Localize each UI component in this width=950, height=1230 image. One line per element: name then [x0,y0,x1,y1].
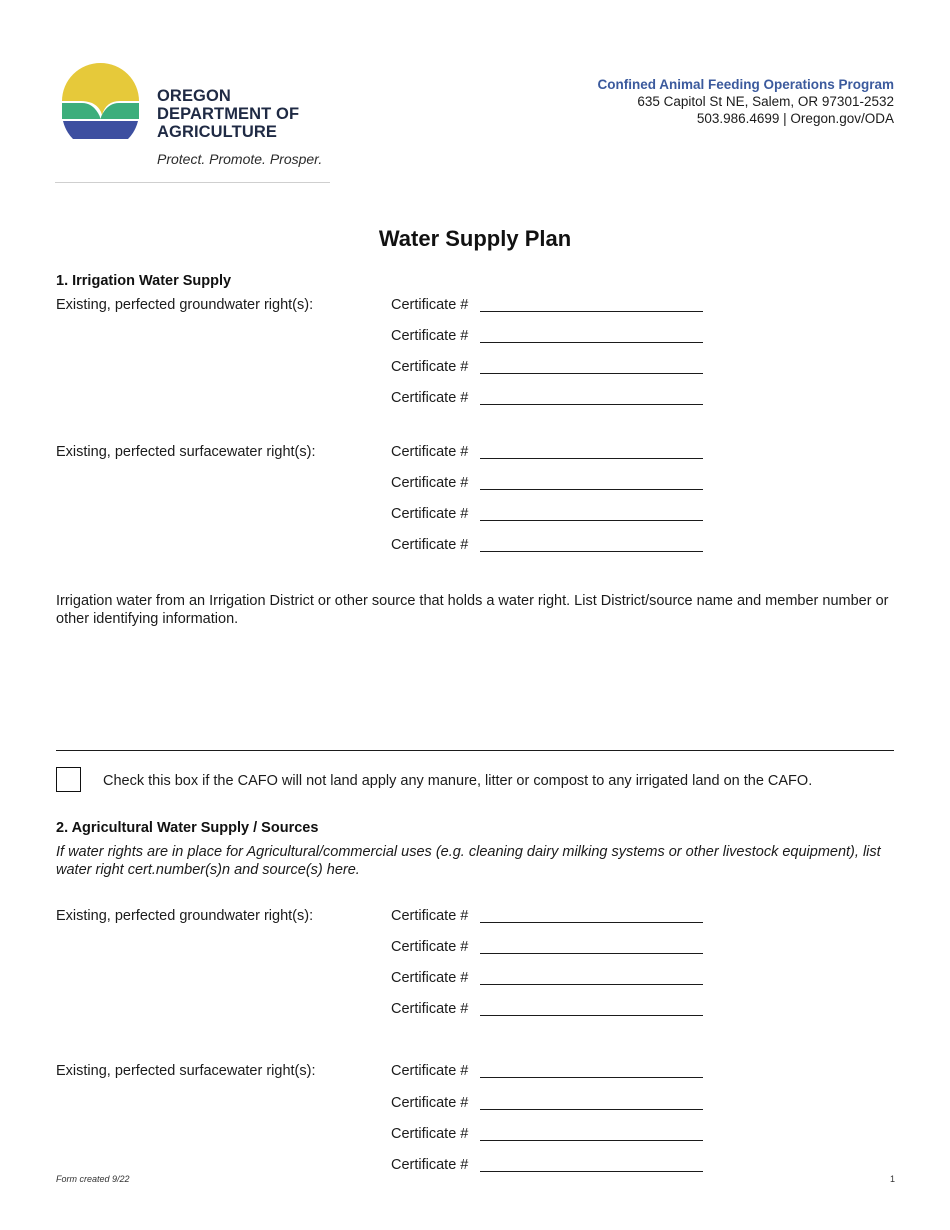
certificate-label: Certificate # [391,537,469,553]
phone-web: 503.986.4699 | Oregon.gov/ODA [696,111,894,126]
s1-surfacewater-certificate-field-1[interactable] [480,458,703,459]
section-2-note: If water rights are in place for Agricultural/commercial uses (e.g. cleaning dairy milking systems or other livestock equipment), list water right cert.number(s)n and source(s) here. [56,844,881,878]
s1-surfacewater-certificate-field-2[interactable] [480,489,703,490]
form-created-date: Form created 9/22 [56,1174,130,1184]
org-line-2: DEPARTMENT OF [157,105,300,123]
s1-surfacewater-certificate-field-4[interactable] [480,551,703,552]
s2-groundwater-label: Existing, perfected groundwater right(s): [56,908,314,924]
certificate-label: Certificate # [391,359,469,375]
org-line-3: AGRICULTURE [157,123,277,141]
contact-block [597,76,894,127]
s1-surfacewater-label: Existing, perfected surfacewater right(s): [56,444,316,460]
organization-name [157,87,299,141]
certificate-label: Certificate # [391,1001,469,1017]
certificate-label: Certificate # [391,328,469,344]
certificate-label: Certificate # [391,1095,469,1111]
address: 635 Capitol St NE, Salem, OR 97301-2532 [637,94,894,109]
s2-surfacewater-certificate-field-3[interactable] [480,1140,703,1141]
s1-groundwater-certificate-field-2[interactable] [480,342,703,343]
certificate-label: Certificate # [391,1157,469,1173]
s2-groundwater-certificate-field-2[interactable] [480,953,703,954]
certificate-label: Certificate # [391,970,469,986]
section-1-heading: 1. Irrigation Water Supply [56,273,232,289]
s2-surfacewater-label: Existing, perfected surfacewater right(s): [56,1063,316,1079]
certificate-label: Certificate # [391,444,469,460]
s2-groundwater-certificate-field-3[interactable] [480,984,703,985]
oda-logo-icon [62,63,139,139]
s1-groundwater-certificate-field-3[interactable] [480,373,703,374]
s2-surfacewater-certificate-field-2[interactable] [480,1109,703,1110]
s2-groundwater-certificate-field-4[interactable] [480,1015,703,1016]
certificate-label: Certificate # [391,297,469,313]
certificate-label: Certificate # [391,506,469,522]
section-2-heading: 2. Agricultural Water Supply / Sources [56,820,319,836]
s2-surfacewater-certificate-field-1[interactable] [480,1077,703,1078]
certificate-label: Certificate # [391,1063,469,1079]
program-name: Confined Animal Feeding Operations Program [597,77,894,92]
certificate-label: Certificate # [391,939,469,955]
irrigation-district-instructions: Irrigation water from an Irrigation District or other source that holds a water right. List District/source name and member number or other identifying information. [56,593,889,627]
certificate-label: Certificate # [391,475,469,491]
s1-surfacewater-certificate-field-3[interactable] [480,520,703,521]
certificate-label: Certificate # [391,1126,469,1142]
page-number: 1 [889,1174,895,1184]
s2-groundwater-certificate-field-1[interactable] [480,922,703,923]
s1-groundwater-certificate-field-4[interactable] [480,404,703,405]
header-divider [55,182,330,183]
no-land-application-checkbox[interactable] [56,767,81,792]
s2-surfacewater-certificate-field-4[interactable] [480,1171,703,1172]
org-line-1: OREGON [157,87,231,105]
s1-groundwater-label: Existing, perfected groundwater right(s): [56,297,314,313]
irrigation-district-entry-area[interactable] [56,632,894,742]
s1-groundwater-certificate-field-1[interactable] [480,311,703,312]
certificate-label: Certificate # [391,908,469,924]
tagline: Protect. Promote. Prosper. [157,151,323,167]
page-title: Water Supply Plan [378,226,572,251]
certificate-label: Certificate # [391,390,469,406]
no-land-application-label: Check this box if the CAFO will not land apply any manure, litter or compost to any irrigated land on the CAFO. [103,773,813,789]
section-divider [56,750,894,751]
